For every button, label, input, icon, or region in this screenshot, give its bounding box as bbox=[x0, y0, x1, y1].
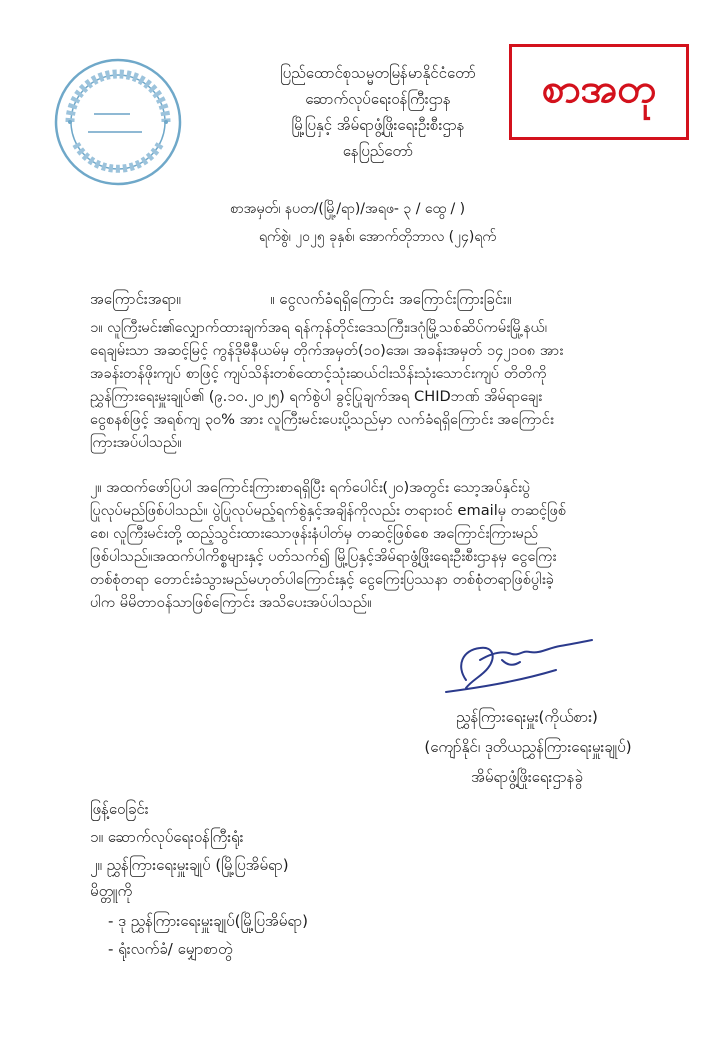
reference-date: ရက်စွဲ၊ ၂၀၂၅ ခုနှစ်၊ အောက်တိုဘာလ (၂၄)ရက် bbox=[259, 229, 497, 245]
copy-item: - ဒု ညွှန်ကြားရေးမှူးချုပ်(မြို့ပြအိမ်ရာ) bbox=[108, 912, 308, 930]
body-paragraph-2: ၂။ အထက်ဖော်ပြပါ အကြောင်းကြားစာရရှိပြီး ရက်ပေါင်း(၂၀)အတွင်း သော့အပ်နှင်းပွဲ ပြုလုပ်မည်ဖြစ်ပါသည်။ ပွဲပြုလုပ်မည့်ရက်စွဲနှင့်အချိန်ကိုလည်း တရားဝင် emailမှ တဆင့်ဖြစ် စေ၊ လူကြီးမင်းတို့ ထည့်သွင်းထားသောဖုန်းနံပါတ်မှ တဆင့်ဖြစ်စေ အကြောင်းကြားမည် ဖြစ်ပါသည်။အထက်ပါကိစ္စများနှင့် ပတ်သက်၍ မြို့ပြနှင့်အိမ်ရာဖွံ့ဖြိုးရေးဦးစီးဌာနမှ ငွေကြေး တစ်စုံတရာ တောင်းခံသွားမည်မဟုတ်ပါကြောင်းနှင့် ငွေကြေးပြဿနာ တစ်စုံတရာဖြစ်ပွါးခဲ့ ပါက မိမိတာဝန်သာဖြစ်ကြောင်း အသိပေးအပ်ပါသည်။ bbox=[90, 479, 567, 611]
reference-number: စာအမှတ်၊ နပတ/(မြို့/ရာ)/အရဖ- ၃ / ထွေ / ) bbox=[230, 201, 466, 217]
distribution-heading: ဖြန့်ဝေခြင်း bbox=[90, 800, 149, 818]
handwritten-signature bbox=[436, 630, 596, 700]
signatory-title: ညွှန်ကြားရေးမှူး(ကိုယ်စား) bbox=[456, 708, 598, 726]
body-paragraph-1: ၁။ လူကြီးမင်း၏လျှောက်ထားချက်အရ ရန်ကုန်တိုင်းဒေသကြီး၊ဒဂုံမြို့သစ်ဆိပ်ကမ်းမြို့နယ်၊ ရေချမ်းသာ အဆင့်မြင့် ကွန်ဒိုမီနီယမ်မှ တိုက်အမှတ်(၁၀)အေ၊ အခန်းအမှတ် ၁၄၂၁၀၈ အား အခန်းတန်ဖိုးကျပ် စာဖြင့် ကျပ်သိန်းတစ်ထောင့်သုံးဆယ်ငါးသိန်းသုံးသောင်းကျပ် တိတိကို ညွှန်ကြားရေးမှူးချုပ်၏ (၉.၁၀.၂၀၂၅) ရက်စွဲပါ ခွင့်ပြုချက်အရ CHIDဘဏ် အိမ်ရာချေး ငွေစနစ်ဖြင့် အရစ်ကျ ၃၀% အား လူကြီးမင်းပေးပို့သည်မှာ လက်ခံရရှိကြောင်း အကြောင်း ကြားအပ်ပါသည်။ bbox=[90, 319, 564, 451]
subject-label: အကြောင်းအရာ။ bbox=[90, 290, 181, 308]
header-country: ပြည်ထောင်စုသမ္မတမြန်မာနိုင်ငံတော် bbox=[280, 64, 476, 82]
signatory-name: (ကျော်နိုင်၊ ဒုတိယညွှန်ကြားရေးမှူးချုပ်) bbox=[424, 738, 632, 756]
copy-item: - ရုံးလက်ခံ/ မျှောစာတွဲ bbox=[108, 940, 233, 958]
copy-stamp: စာအတု bbox=[509, 44, 689, 140]
document-page bbox=[8, 0, 712, 1040]
subject-text: ။ ငွေလက်ခံရရှိကြောင်း အကြောင်းကြားခြင်း။ bbox=[270, 290, 512, 308]
header-city: နေပြည်တော် bbox=[342, 142, 414, 160]
distribution-item: ၂။ ညွှန်ကြားရေးမှူးချုပ် (မြို့ပြအိမ်ရာ) bbox=[90, 856, 289, 874]
header-ministry: ဆောက်လုပ်ရေးဝန်ကြီးဌာန bbox=[305, 90, 451, 108]
department-seal bbox=[48, 52, 188, 192]
distribution-item: ၁။ ဆောက်လုပ်ရေးဝန်ကြီးရုံး bbox=[90, 828, 244, 846]
signatory-office: အိမ်ရာဖွံ့ဖြိုးရေးဌာနခွဲ bbox=[471, 768, 583, 786]
header-department: မြို့ပြနှင့် အိမ်ရာဖွံ့ဖြိုးရေးဦးစီးဌာန bbox=[291, 116, 465, 134]
copy-heading: မိတ္တူကို bbox=[90, 882, 133, 900]
